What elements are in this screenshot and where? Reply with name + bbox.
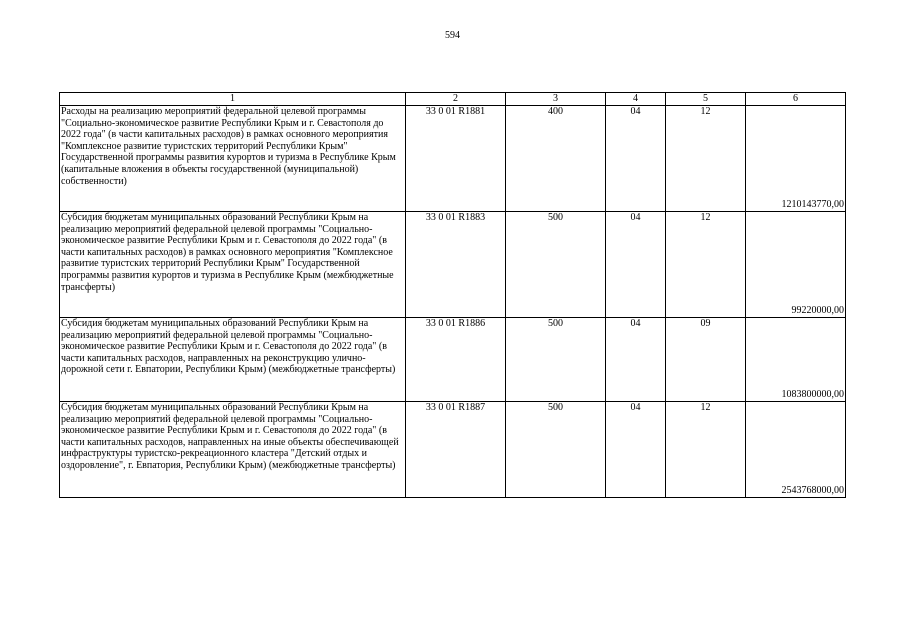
amount-cell: 99220000,00 [746,212,846,318]
subsection-cell: 12 [666,402,746,498]
target-article-cell: 33 0 01 R1886 [406,318,506,402]
table-header-row [60,93,846,106]
amount-cell: 1210143770,00 [746,106,846,212]
expense-name-cell: Расходы на реализацию мероприятий федеральной целевой программы "Социально-экономическое развитие Республики Крым и г. Севастополя до 2022 года" (в части капитальных расходов) в рамках основного мероприятия "Комплексное развитие туристских территорий Республики Крым" Государственной программы развития курортов и туризма в Республике Крым (капитальные вложения в объекты государственной (муниципальной) собственности) [60,106,406,212]
column-header-2: 2 [406,93,506,106]
section-cell: 04 [606,212,666,318]
expense-name-cell: Субсидия бюджетам муниципальных образований Республики Крым на реализацию мероприятий федеральной целевой программы "Социально-экономическое развитие Республики Крым и г. Севастополя до 2022 года" (в части капитальных расходов, направленных на реконструкцию улично-дорожной сети г. Евпатории, Республики Крым) (межбюджетные трансферты) [60,318,406,402]
subsection-cell: 12 [666,212,746,318]
amount-cell: 2543768000,00 [746,402,846,498]
expense-name-cell: Субсидия бюджетам муниципальных образований Республики Крым на реализацию мероприятий федеральной целевой программы "Социально-экономическое развитие Республики Крым и г. Севастополя до 2022 года" (в части капитальных расходов) в рамках основного мероприятия "Комплексное развитие туристских территорий Республики Крым" Государственной программы развития курортов и туризма в Республике Крым (межбюджетные трансферты) [60,212,406,318]
expense-type-cell: 500 [506,402,606,498]
table-row [60,318,846,402]
column-header-6: 6 [746,93,846,106]
target-article-cell: 33 0 01 R1881 [406,106,506,212]
column-header-3: 3 [506,93,606,106]
expense-type-cell: 500 [506,318,606,402]
expense-type-cell: 400 [506,106,606,212]
table-row [60,402,846,498]
budget-table [59,92,846,498]
column-header-5: 5 [666,93,746,106]
target-article-cell: 33 0 01 R1887 [406,402,506,498]
table-row [60,212,846,318]
section-cell: 04 [606,318,666,402]
subsection-cell: 09 [666,318,746,402]
page-number: 594 [445,30,460,41]
expense-name-cell: Субсидия бюджетам муниципальных образований Республики Крым на реализацию мероприятий федеральной целевой программы "Социально-экономическое развитие Республики Крым и г. Севастополя до 2022 года" (в части капитальных расходов, направленных на иные объекты обеспечивающей инфраструктуры туристско-рекреационного кластера "Детский отдых и оздоровление", г. Евпатория, Республики Крым) (межбюджетные трансферты) [60,402,406,498]
section-cell: 04 [606,106,666,212]
target-article-cell: 33 0 01 R1883 [406,212,506,318]
table-row [60,106,846,212]
amount-cell: 1083800000,00 [746,318,846,402]
subsection-cell: 12 [666,106,746,212]
column-header-1: 1 [60,93,406,106]
section-cell: 04 [606,402,666,498]
expense-type-cell: 500 [506,212,606,318]
column-header-4: 4 [606,93,666,106]
